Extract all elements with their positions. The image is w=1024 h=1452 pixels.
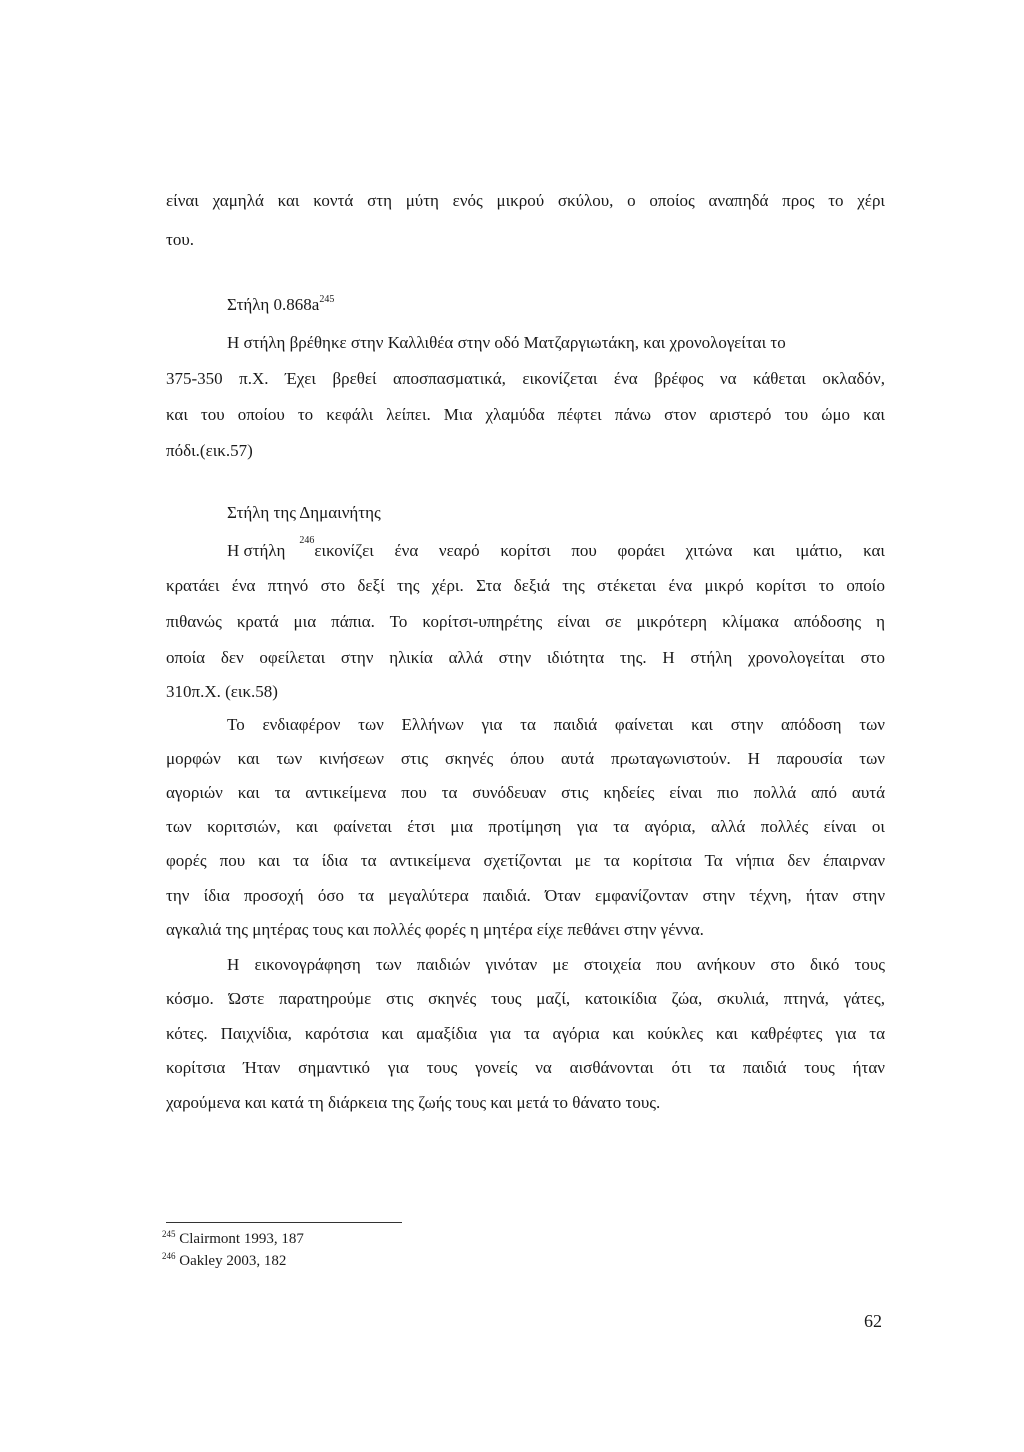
body-line: και του οποίου το κεφάλι λείπει. Μια χλαμύδα πέφτει πάνω στον αριστερό του ώμο και: [166, 405, 885, 424]
page-number: 62: [864, 1311, 882, 1331]
body-text-group: [299, 535, 885, 561]
footnote-text: Clairmont 1993, 187: [179, 1231, 304, 1247]
demeter-heading: Στήλη της Δημαινήτης: [227, 503, 381, 522]
footnote-number: 246: [162, 1251, 176, 1261]
stele-heading-text: Στήλη 0.868a: [227, 295, 320, 314]
body-line: [227, 535, 885, 561]
body-line: των κοριτσιών, και φαίνεται έτσι μια προτίμηση για τα αγόρια, αλλά πολλές είναι οι: [166, 817, 885, 836]
body-line: του.: [166, 230, 194, 249]
body-line: Η στήλη βρέθηκε στην Καλλιθέα στην οδό Ματζαργιωτάκη, και χρονολογείται το: [227, 333, 786, 352]
body-line: την ίδια προσοχή όσο τα μεγαλύτερα παιδιά. Όταν εμφανίζονταν στην τέχνη, ήταν στην: [166, 886, 885, 905]
body-text: εικονίζει ένα νεαρό κορίτσι που φοράει χιτώνα και ιμάτιο, και: [314, 541, 885, 560]
body-line: αγοριών και τα αντικείμενα που τα συνόδευαν στις κηδείες είναι πιο πολλά από αυτά: [166, 783, 885, 802]
footnote-separator: [166, 1222, 402, 1223]
body-line: αγκαλιά της μητέρας τους και πολλές φορές η μητέρα είχε πεθάνει στην γέννα.: [166, 920, 704, 939]
footnote: [162, 1252, 286, 1270]
body-line: 310π.Χ. (εικ.58): [166, 682, 278, 701]
body-line: Το ενδιαφέρον των Ελλήνων για τα παιδιά φαίνεται και στην απόδοση των: [227, 715, 885, 734]
footnote-number: 245: [162, 1229, 176, 1239]
footnote-ref: 246: [299, 535, 315, 546]
body-line: κορίτσια Ήταν σημαντικό για τους γονείς να αισθάνονται ότι τα παιδιά τους ήταν: [166, 1058, 885, 1077]
stele-heading: [227, 295, 946, 315]
body-line: μορφών και των κινήσεων στις σκηνές όπου αυτά πρωταγωνιστούν. Η παρουσία των: [166, 749, 885, 768]
body-line: Η εικονογράφηση των παιδιών γινόταν με στοιχεία που ανήκουν στο δικό τους: [227, 955, 885, 974]
body-text: Η στήλη: [227, 541, 286, 560]
body-line: φορές που και τα ίδια τα αντικείμενα σχετίζονται με τα κορίτσια Τα νήπια δεν έπαιρναν: [166, 851, 885, 870]
body-line: κρατάει ένα πτηνό στο δεξί της χέρι. Στα δεξιά της στέκεται ένα μικρό κορίτσι το οποίο: [166, 576, 885, 595]
footnote-ref: 245: [319, 294, 335, 305]
footnote-text: Oakley 2003, 182: [179, 1253, 287, 1269]
body-line: κόσμο. Ώστε παρατηρούμε στις σκηνές τους μαζί, κατοικίδια ζώα, σκυλιά, πτηνά, γάτες,: [166, 989, 885, 1008]
body-line: είναι χαμηλά και κοντά στη μύτη ενός μικρού σκύλου, ο οποίος αναπηδά προς το χέρι: [166, 191, 885, 210]
footnote: [162, 1230, 304, 1248]
body-line: χαρούμενα και κατά τη διάρκεια της ζωής τους και μετά το θάνατο τους.: [166, 1093, 661, 1112]
body-line: 375-350 π.Χ. Έχει βρεθεί αποσπασματικά, εικονίζεται ένα βρέφος να κάθεται οκλαδόν,: [166, 369, 885, 388]
body-line: πόδι.(εικ.57): [166, 441, 253, 460]
body-line: οποία δεν οφείλεται στην ηλικία αλλά στην ιδιότητα της. Η στήλη χρονολογείται στο: [166, 648, 885, 667]
body-line: κότες. Παιχνίδια, καρότσια και αμαξίδια για τα αγόρια και κούκλες και καθρέφτες για τα: [166, 1024, 885, 1043]
body-line: πιθανώς κρατά μια πάπια. Το κορίτσι-υπηρέτης είναι σε μικρότερη κλίμακα απόδοσης η: [166, 612, 885, 631]
